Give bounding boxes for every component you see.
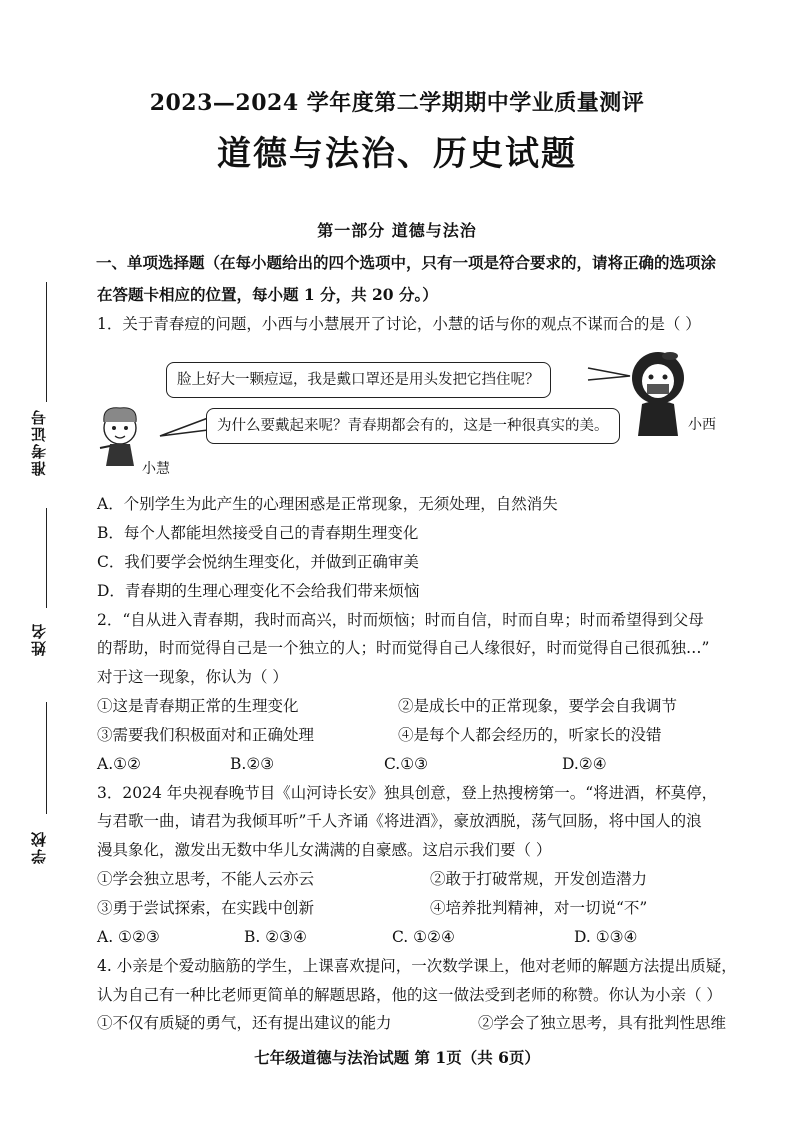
exam-title: 2023—2024 学年度第二学期期中学业质量测评 bbox=[149, 90, 645, 116]
q1-option-d: D．青春期的生理心理变化不会给我们带来烦恼 bbox=[97, 582, 420, 600]
q1-option-b: B．每个人都能坦然接受自己的青春期生理变化 bbox=[97, 524, 419, 542]
school-label: 学校 bbox=[30, 830, 48, 864]
q1-option-a: A．个别学生为此产生的心理困惑是正常现象，无须处理，自然消失 bbox=[97, 495, 558, 513]
speech-bubble-xiaohui: 为什么要戴起来呢？青春期都会有的，这是一种很真实的美。 bbox=[206, 408, 620, 444]
section-heading-line2: 在答题卡相应的位置，每小题 1 分，共 20 分。） bbox=[97, 285, 438, 304]
exam-id-line bbox=[46, 282, 47, 402]
q3-item-4: ④培养批判精神，对一切说“不” bbox=[430, 899, 648, 917]
q2-choice-c: C.①③ bbox=[384, 755, 429, 773]
exam-id-line-lower bbox=[46, 508, 47, 608]
q4-stem-line1: 4. 小亲是个爱动脑筋的学生，上课喜欢提问，一次数学课上，他对老师的解题方法提出质疑， bbox=[97, 957, 737, 975]
q1-stem: 1．关于青春痘的问题，小西与小慧展开了讨论，小慧的话与你的观点不谋而合的是（ ） bbox=[97, 315, 701, 333]
xiaoxi-figure-icon bbox=[632, 352, 684, 436]
q2-stem-line1: 2．“自从进入青春期，我时而高兴，时而烦恼；时而自信，时而自卑；时而希望得到父母 bbox=[97, 611, 704, 629]
section-heading-line1: 一、单项选择题（在每小题给出的四个选项中，只有一项是符合要求的，请将正确的选项涂 bbox=[96, 253, 717, 272]
q3-choice-c: C. ①②④ bbox=[392, 928, 455, 946]
q3-stem-line3: 漫具象化，激发出无数中华儿女满满的自豪感。这启示我们要（ ） bbox=[97, 841, 552, 859]
bubble-pointer-xiaoxi bbox=[588, 368, 630, 380]
name-label: 姓名 bbox=[30, 622, 48, 656]
school-line bbox=[46, 702, 47, 814]
label-xiaohui: 小慧 bbox=[142, 461, 170, 477]
q3-choice-d: D. ①③④ bbox=[574, 928, 638, 946]
q2-item-2: ②是成长中的正常现象，要学会自我调节 bbox=[398, 697, 678, 715]
speech-bubble-xiaoxi: 脸上好大一颗痘逗，我是戴口罩还是用头发把它挡住呢？ bbox=[166, 362, 551, 398]
xiaohui-figure-icon bbox=[100, 408, 136, 466]
q2-item-4: ④是每个人都会经历的，听家长的没错 bbox=[398, 726, 662, 744]
part-title: 第一部分 道德与法治 bbox=[317, 221, 477, 240]
q3-choice-b: B. ②③④ bbox=[244, 928, 307, 946]
q4-item-2: ②学会了独立思考，具有批判性思维 bbox=[478, 1014, 727, 1032]
q2-item-1: ①这是青春期正常的生理变化 bbox=[97, 697, 299, 715]
q3-item-1: ①学会独立思考，不能人云亦云 bbox=[97, 870, 315, 888]
bubble-pointer-xiaohui bbox=[160, 418, 208, 436]
exam-subject-title: 道德与法治、历史试题 bbox=[217, 134, 577, 174]
q2-choice-b: B.②③ bbox=[230, 755, 275, 773]
exam-id-label: 准考证号 bbox=[30, 408, 48, 476]
q4-item-1: ①不仅有质疑的勇气，还有提出建议的能力 bbox=[97, 1014, 392, 1032]
label-xiaoxi: 小西 bbox=[688, 417, 716, 433]
q3-stem-line2: 与君歌一曲，请君为我倾耳听”千人齐诵《将进酒》，豪放洒脱，荡气回肠，将中国人的浪 bbox=[97, 812, 702, 830]
q3-item-3: ③勇于尝试探索，在实践中创新 bbox=[97, 899, 315, 917]
q2-stem-line3: 对于这一现象，你认为（ ） bbox=[97, 668, 288, 686]
q2-stem-line2: 的帮助，时而觉得自己是一个独立的人；时而觉得自己人缘很好，时而觉得自己很孤独…” bbox=[97, 639, 710, 657]
q4-stem-line2: 认为自己有一种比老师更简单的解题思路，他的这一做法受到老师的称赞。你认为小亲（ ） bbox=[97, 986, 722, 1004]
q3-choice-a: A. ①②③ bbox=[97, 928, 160, 946]
q1-option-c: C．我们要学会悦纳生理变化，并做到正确审美 bbox=[97, 553, 419, 571]
q3-stem-line1: 3．2024 年央视春晚节目《山河诗长安》独具创意，登上热搜榜第一。“将进酒，杯莫停， bbox=[97, 784, 718, 802]
page-footer: 七年级道德与法治试题 第 1页（共 6页） bbox=[254, 1048, 540, 1067]
q2-choice-d: D.②④ bbox=[562, 755, 607, 773]
q3-item-2: ②敢于打破常规，开发创造潜力 bbox=[430, 870, 648, 888]
q2-choice-a: A.①② bbox=[97, 755, 141, 773]
q2-item-3: ③需要我们积极面对和正确处理 bbox=[97, 726, 315, 744]
